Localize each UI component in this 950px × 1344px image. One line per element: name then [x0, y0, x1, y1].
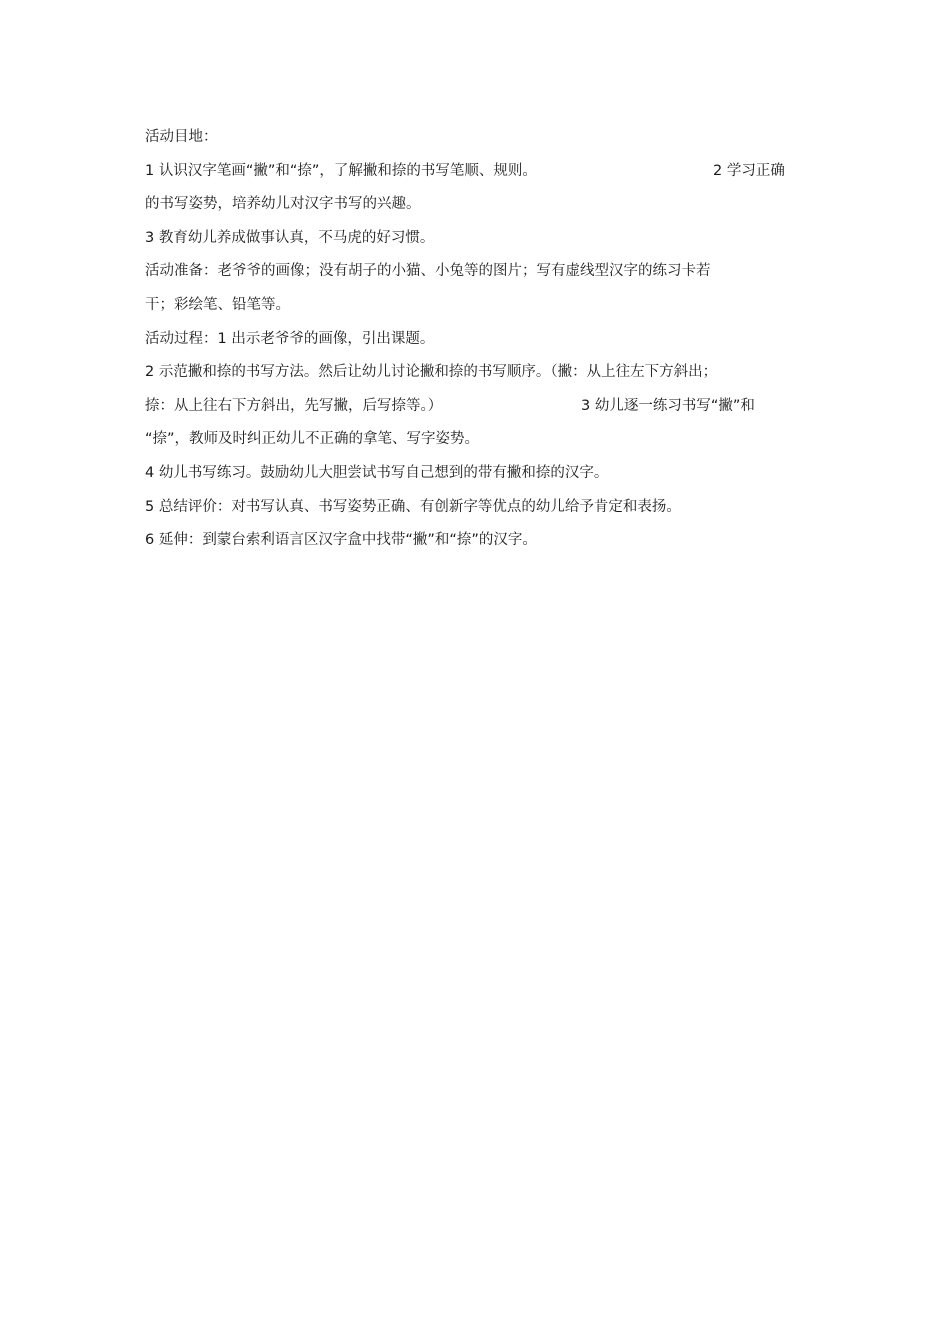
objective-2-cont	[145, 188, 810, 222]
line-text: 2 示范撇和捺的书写方法。然后让幼儿讨论撇和捺的书写顺序。（撇：从上往左下方斜出；	[145, 364, 718, 381]
process-5	[145, 491, 810, 525]
objective-1	[145, 155, 810, 189]
line-text: 的书写姿势，培养幼儿对汉字书写的兴趣。	[145, 196, 421, 213]
line-text: 干；彩绘笔、铅笔等。	[145, 296, 290, 313]
line-text: 1 认识汉字笔画“撇”和“捺”，了解撇和捺的书写笔顺、规则。	[145, 162, 537, 179]
process-2-cont	[145, 390, 810, 424]
line-text: 活动目地：	[145, 129, 218, 145]
line-text: “捺”，教师及时纠正幼儿不正确的拿笔、写字姿势。	[145, 431, 480, 448]
heading-objectives	[145, 121, 810, 155]
line-text: 活动过程：1 出示老爷爷的画像，引出课题。	[145, 330, 435, 347]
line-text: 6 延伸：到蒙台索利语言区汉字盒中找带“撇”和“捺”的汉字。	[145, 532, 537, 549]
process-1	[145, 323, 810, 357]
line-text: 活动准备：老爷爷的画像；没有胡子的小猫、小兔等的图片；写有虚线型汉字的练习卡若	[145, 263, 711, 280]
process-4	[145, 457, 810, 491]
preparation-cont	[145, 289, 810, 323]
process-2	[145, 356, 810, 390]
line-text: 捺：从上往右下方斜出，先写撇，后写捺等。）	[145, 397, 443, 414]
objective-3	[145, 222, 810, 256]
process-3-start: 3 幼儿逐一练习书写“撇”和	[581, 397, 755, 414]
line-text: 3 教育幼儿养成做事认真，不马虎的好习惯。	[145, 229, 435, 246]
objective-2-start: 2 学习正确	[713, 162, 785, 179]
document-body	[145, 121, 810, 558]
line-text: 4 幼儿书写练习。鼓励幼儿大胆尝试书写自己想到的带有撇和捺的汉字。	[145, 464, 609, 481]
line-text: 5 总结评价：对书写认真、书写姿势正确、有创新字等优点的幼儿给予肯定和表扬。	[145, 498, 681, 515]
process-3-cont	[145, 423, 810, 457]
preparation	[145, 255, 810, 289]
process-6	[145, 524, 810, 558]
